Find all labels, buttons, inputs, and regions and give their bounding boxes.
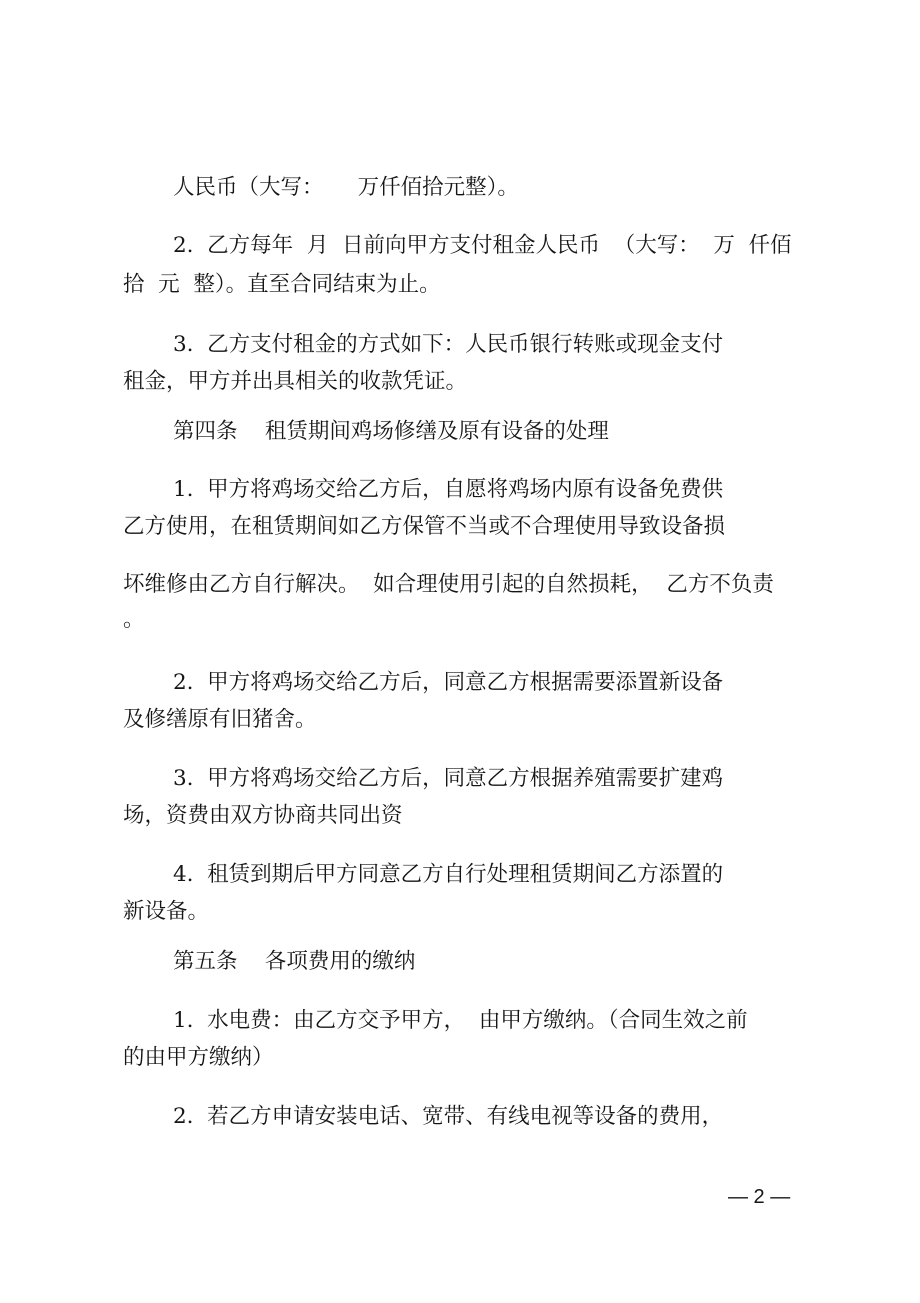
- section-4-item-1-line-4: 。: [123, 607, 145, 632]
- rent-payment-item-3-line-1: 3. 乙方支付租金的方式如下：人民币银行转账或现金支付: [173, 332, 724, 357]
- section-5-heading: 第五条 各项费用的缴纳: [173, 949, 416, 974]
- section-5-item-1-line-1: 1. 水电费：由乙方交予甲方， 由甲方缴纳。（合同生效之前: [173, 1008, 748, 1033]
- section-4-item-1-line-1: 1. 甲方将鸡场交给乙方后，自愿将鸡场内原有设备免费供: [173, 477, 724, 502]
- section-4-item-4-line-1: 4. 租赁到期后甲方同意乙方自行处理租赁期间乙方添置的: [173, 862, 724, 887]
- rent-amount-continuation: 人民币（大写： 万仟佰拾元整）。: [173, 175, 519, 200]
- rent-payment-item-2-line-1: 2. 乙方每年 月 日前向甲方支付租金人民币 （大写： 万 仟佰: [173, 233, 792, 258]
- section-5-item-2-line-1: 2. 若乙方申请安装电话、宽带、有线电视等设备的费用，: [173, 1104, 724, 1129]
- page-number: — 2 —: [728, 1186, 791, 1208]
- section-4-heading: 第四条 租赁期间鸡场修缮及原有设备的处理: [173, 419, 609, 444]
- rent-payment-item-2-line-2: 拾 元 整）。直至合同结束为止。: [123, 272, 441, 297]
- section-4-item-3-line-2: 场，资费由双方协商共同出资: [123, 803, 403, 828]
- section-4-item-1-line-2: 乙方使用，在租赁期间如乙方保管不当或不合理使用导致设备损: [123, 514, 726, 539]
- section-5-item-1-line-2: 的由甲方缴纳）: [123, 1045, 274, 1070]
- section-4-item-2-line-2: 及修缮原有旧猪舍。: [123, 707, 317, 732]
- section-4-item-3-line-1: 3. 甲方将鸡场交给乙方后，同意乙方根据养殖需要扩建鸡: [173, 766, 724, 791]
- section-4-item-4-line-2: 新设备。: [123, 899, 210, 924]
- section-4-item-1-line-3: 坏维修由乙方自行解决。 如合理使用引起的自然损耗， 乙方不负责: [123, 572, 774, 597]
- section-4-item-2-line-1: 2. 甲方将鸡场交给乙方后，同意乙方根据需要添置新设备: [173, 670, 724, 695]
- rent-payment-item-3-line-2: 租金，甲方并出具相关的收款凭证。: [123, 369, 468, 394]
